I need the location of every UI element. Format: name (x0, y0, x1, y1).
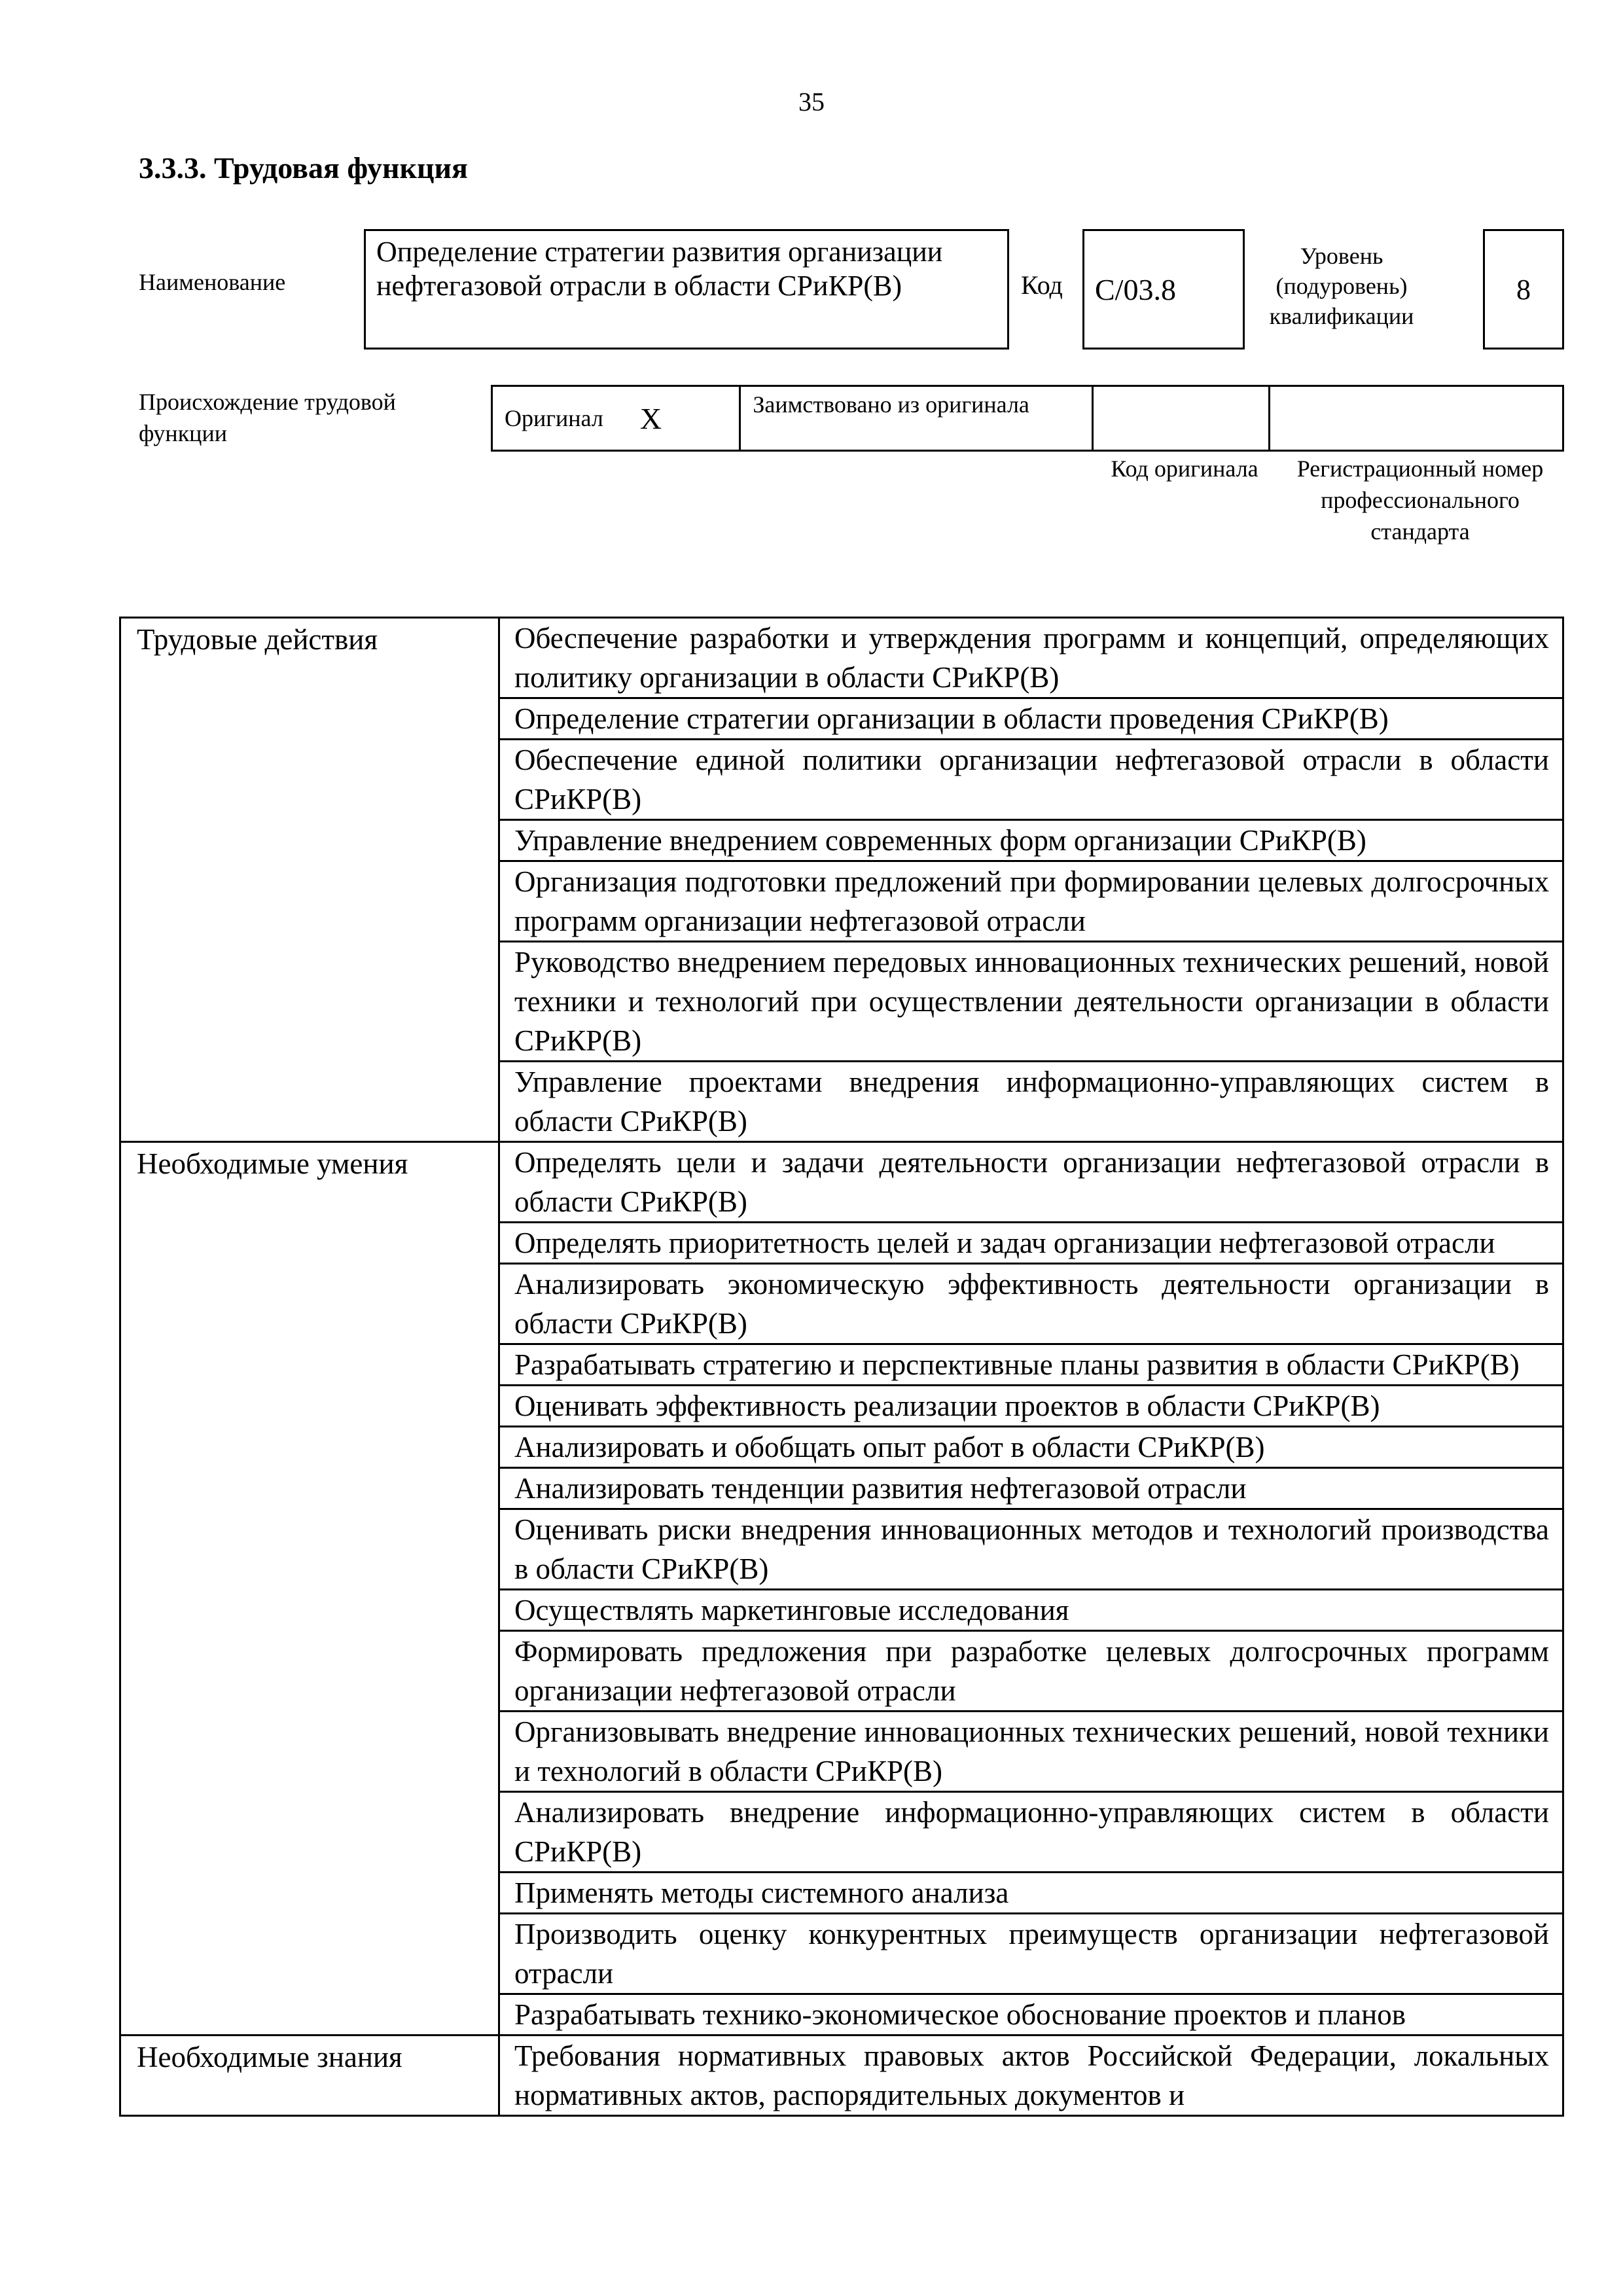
skills-item: Анализировать экономическую эффективность деятельности организации в области СРиКР(В) (499, 1264, 1563, 1344)
category-skills: Необходимые умения (120, 1142, 499, 2036)
skills-item: Анализировать и обобщать опыт работ в области СРиКР(В) (499, 1427, 1563, 1468)
skills-item: Оценивать риски внедрения инновационных методов и технологий производства в области СРиКР(В) (499, 1509, 1563, 1590)
origin-reg-cell (1270, 387, 1562, 450)
level-value: 8 (1516, 273, 1531, 306)
skills-item: Анализировать внедрение информационно-управляющих систем в области СРиКР(В) (499, 1792, 1563, 1873)
actions-item: Руководство внедрением передовых инновационных технических решений, новой техники и технологий при осуществлении деятельности организации в области СРиКР(В) (499, 942, 1563, 1062)
code-label: Код (1021, 270, 1063, 300)
skills-item: Разрабатывать стратегию и перспективные планы развития в области СРиКР(В) (499, 1344, 1563, 1386)
table-row (120, 618, 1563, 698)
actions-item: Обеспечение разработки и утверждения программ и концепций, определяющих политику организации в области СРиКР(В) (499, 618, 1563, 698)
skills-item: Анализировать тенденции развития нефтегазовой отрасли (499, 1468, 1563, 1509)
skills-item: Осуществлять маркетинговые исследования (499, 1590, 1563, 1631)
category-knowledge: Необходимые знания (120, 2036, 499, 2116)
actions-item: Управление проектами внедрения информационно-управляющих систем в области СРиКР(В) (499, 1062, 1563, 1142)
function-name-box (364, 229, 1009, 350)
section-title: 3.3.3. Трудовая функция (139, 151, 468, 185)
name-label: Наименование (139, 269, 286, 295)
origin-reg-caption: Регистрационный номер профессионального стандарта (1296, 456, 1544, 545)
skills-item: Применять методы системного анализа (499, 1873, 1563, 1914)
actions-item: Обеспечение единой политики организации нефтегазовой отрасли в области СРиКР(В) (499, 740, 1563, 820)
origin-code-caption: Код оригинала (1111, 456, 1258, 482)
origin-borrowed-label: Заимствовано из оригинала (753, 391, 1029, 418)
function-table (119, 617, 1564, 2117)
origin-borrowed-cell (741, 387, 1094, 450)
origin-original-label: Оригинал (505, 405, 603, 431)
origin-x-mark: X (639, 401, 662, 435)
code-value: C/03.8 (1095, 272, 1176, 306)
actions-item: Управление внедрением современных форм организации СРиКР(В) (499, 820, 1563, 861)
skills-item: Определять приоритетность целей и задач организации нефтегазовой отрасли (499, 1223, 1563, 1264)
table-row (120, 2036, 1563, 2116)
knowledge-item: Требования нормативных правовых актов Российской Федерации, локальных нормативных актов, распорядительных документов и (499, 2036, 1563, 2116)
skills-item: Производить оценку конкурентных преимуществ организации нефтегазовой отрасли (499, 1914, 1563, 1994)
actions-item: Определение стратегии организации в области проведения СРиКР(В) (499, 698, 1563, 740)
table-row (120, 1142, 1563, 1223)
code-box (1082, 229, 1245, 350)
skills-item: Организовывать внедрение инновационных технических решений, новой техники и технологий в области СРиКР(В) (499, 1712, 1563, 1792)
skills-item: Разрабатывать технико-экономическое обоснование проектов и планов (499, 1994, 1563, 2036)
level-label: Уровень (подуровень) квалификации (1269, 243, 1414, 329)
skills-item: Формировать предложения при разработке целевых долгосрочных программ организации нефтегазовой отрасли (499, 1631, 1563, 1712)
origin-original-cell (493, 387, 741, 450)
category-actions: Трудовые действия (120, 618, 499, 1142)
skills-item: Определять цели и задачи деятельности организации нефтегазовой отрасли в области СРиКР(В) (499, 1142, 1563, 1223)
actions-item: Организация подготовки предложений при формировании целевых долгосрочных программ организации нефтегазовой отрасли (499, 861, 1563, 942)
origin-table (491, 385, 1564, 452)
level-box (1483, 229, 1564, 350)
skills-item: Оценивать эффективность реализации проектов в области СРиКР(В) (499, 1386, 1563, 1427)
function-name-value: Определение стратегии развития организации нефтегазовой отрасли в области СРиКР(В) (376, 236, 943, 302)
page-number: 35 (798, 87, 825, 117)
origin-label: Происхождение трудовой функции (139, 389, 396, 446)
origin-code-cell (1094, 387, 1270, 450)
